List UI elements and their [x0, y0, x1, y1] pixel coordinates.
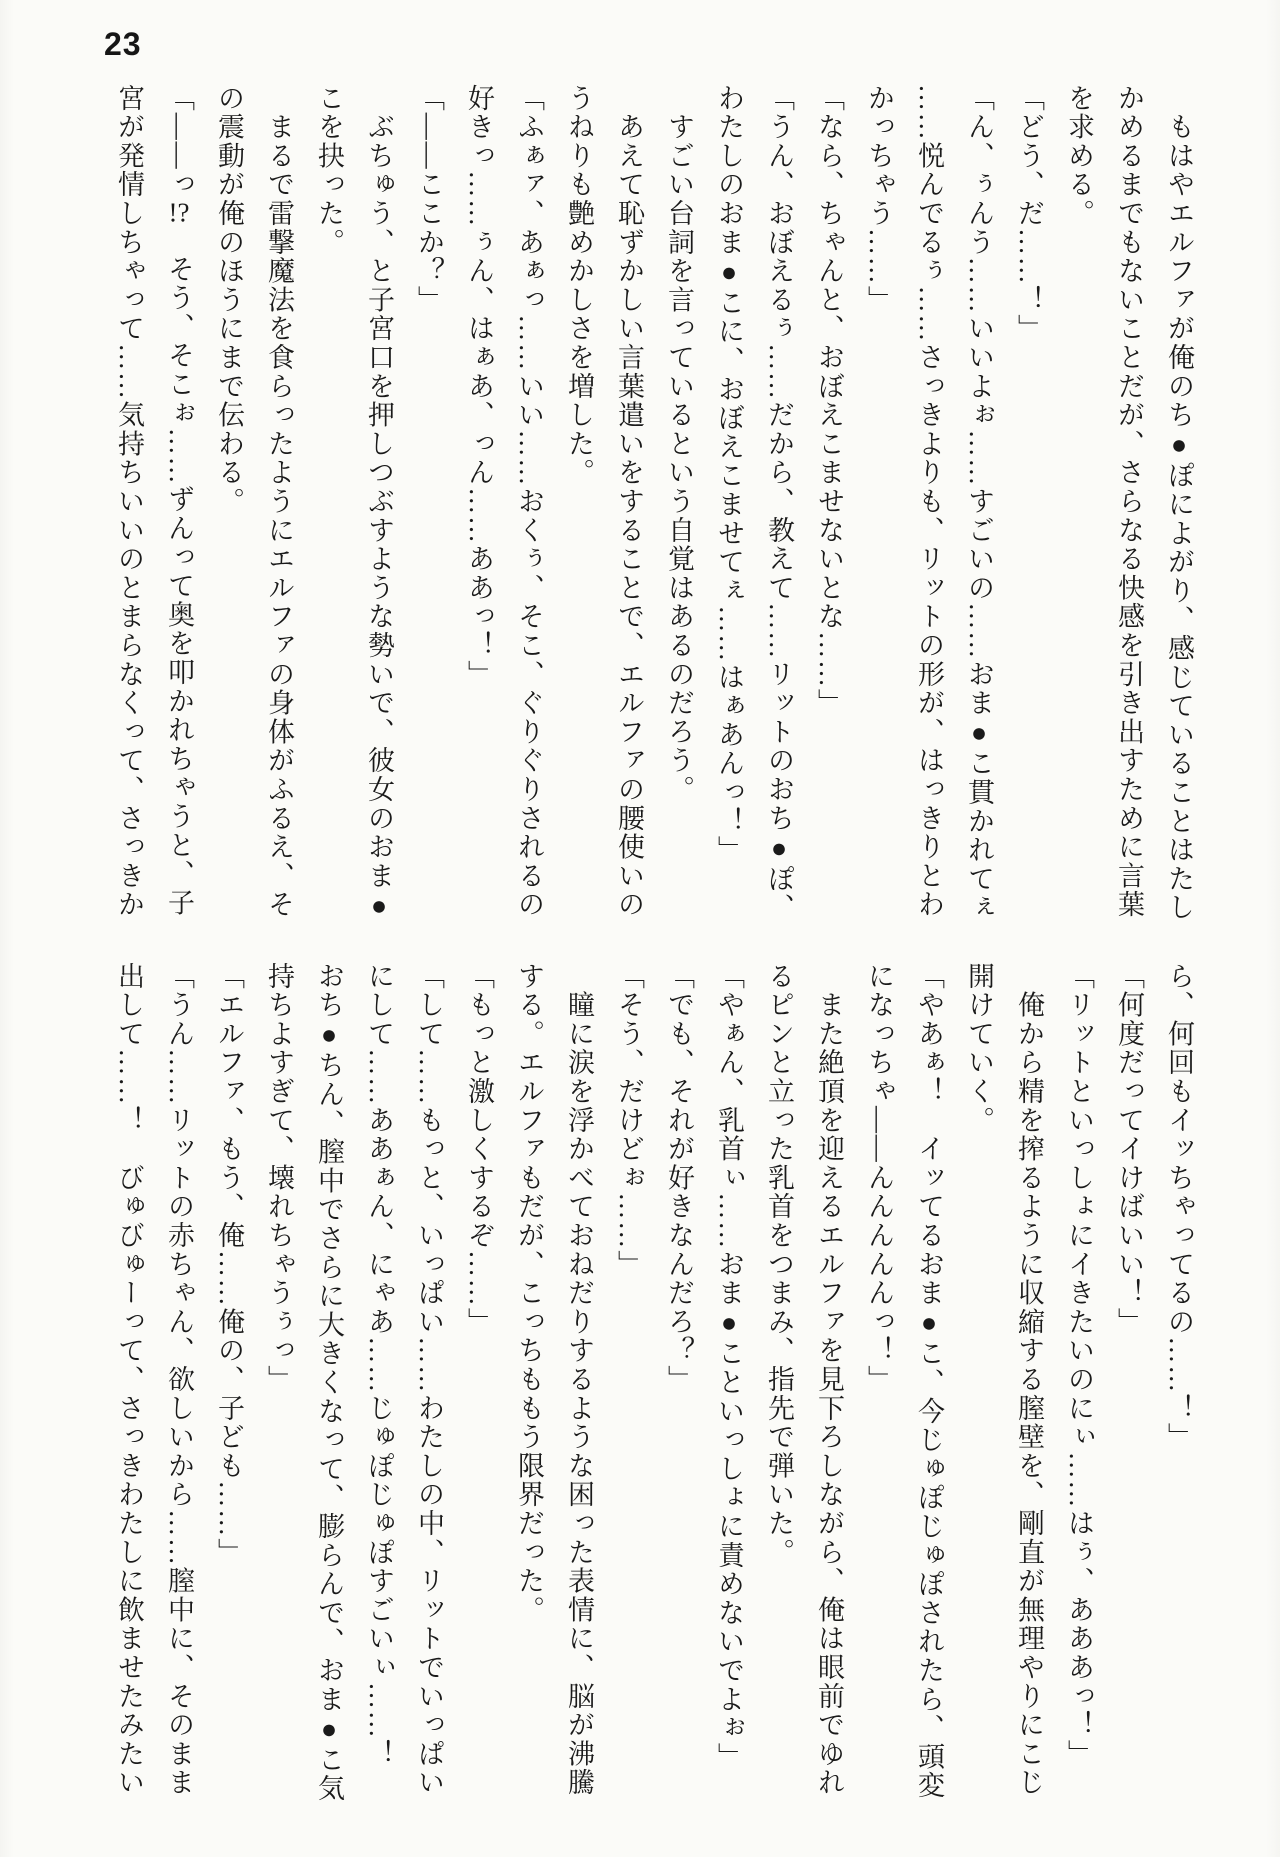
text-column: の震動が俺のほうにまで伝わる。	[214, 84, 244, 516]
text-column: 「――ここか？」	[414, 84, 444, 315]
text-column: こを抉った。	[314, 84, 344, 257]
text-column: を求める。	[1064, 84, 1094, 228]
text-column: 「そう、だけどぉ……」	[614, 962, 644, 1279]
text-column: 持ちよすぎて、壊れちゃうぅっ」	[264, 962, 294, 1394]
text-column: 瞳に涙を浮かべておねだりするような困った表情に、脳が沸騰	[564, 962, 594, 1798]
text-column: 「やぁん、乳首ぃ……おま●こといっしょに責めないでよぉ」	[714, 962, 744, 1772]
text-column: 「何度だってイけばいい！」	[1114, 962, 1144, 1337]
text-column: 出して……！ びゅびゅーって、さっきわたしに飲ませたみたい	[114, 962, 144, 1798]
text-column: 「エルファ、もう、俺……俺の、子ども……」	[214, 962, 244, 1567]
text-column: あえて恥ずかしい言葉遣いをすることで、エルファの腰使いの	[614, 84, 644, 920]
text-column: 「して……もっと、いっぱい……わたしの中、リットでいっぱい	[414, 962, 444, 1798]
text-column: るピンと立った乳首をつまみ、指先で弾いた。	[764, 962, 794, 1567]
text-column: 「もっと激しくするぞ……」	[464, 962, 494, 1337]
text-column: 「ふぁァ、あぁっ……いい……おくぅ、そこ、ぐりぐりされるの	[514, 84, 544, 920]
text-column: 「うん、おぼえるぅ……だから、教えて……リットのおち●ぽ、	[764, 84, 794, 923]
text-column: 「ん、ぅんう……いいよぉ……すごいの……おま●こ貫かれてぇ	[964, 84, 994, 923]
text-column: 「やあぁ！ イッてるおま●こ、今じゅぽじゅぽされたら、頭変	[914, 962, 944, 1801]
text-column: もはやエルファが俺のち●ぽによがり、感じていることはたし	[1164, 84, 1194, 923]
text-column: 「なら、ちゃんと、おぼえこませないとな……」	[814, 84, 844, 718]
text-column: うねりも艶めかしさを増した。	[564, 84, 594, 488]
text-column: まるで雷撃魔法を食らったようにエルファの身体がふるえ、そ	[264, 84, 294, 920]
text-column: かっちゃう……」	[864, 84, 894, 315]
text-column: 「どう、だ……！」	[1014, 84, 1044, 344]
text-column: かめるまでもないことだが、さらなる快感を引き出すために言葉	[1114, 84, 1144, 920]
text-column: にして……ああぁん、にゃあ……じゅぽじゅぽすごいぃ……！	[364, 962, 394, 1769]
page-number: 23	[104, 26, 142, 62]
text-column: わたしのおま●こに、おぼえこませてぇ……はぁあんっ！」	[714, 84, 744, 865]
text-column: おち●ちん、膣中でさらに大きくなって、膨らんで、おま●こ気	[314, 962, 344, 1804]
text-column: 「うん……リットの赤ちゃん、欲しいから……膣中に、そのまま	[164, 962, 194, 1798]
text-column: ぶちゅう、と子宮口を押しつぶすような勢いで、彼女のおま●	[364, 84, 394, 923]
text-column: ら、何回もイッちゃってるの……！」	[1164, 962, 1194, 1452]
text-column: 開けていく。	[964, 962, 994, 1135]
text-column: 俺から精を搾るように収縮する膣壁を、剛直が無理やりにこじ	[1014, 962, 1044, 1798]
text-block-upper	[104, 84, 1204, 929]
text-column: 好きっ……ぅん、はぁあ、っん……ああっ！」	[464, 84, 494, 689]
text-column: また絶頂を迎えるエルファを見下ろしながら、俺は眼前でゆれ	[814, 962, 844, 1798]
text-column: になっちゃ――んんんんんっ！」	[864, 962, 894, 1394]
text-column: ……悦んでるぅ……さっきよりも、リットの形が、はっきりとわ	[914, 84, 944, 920]
text-column: 宮が発情しちゃって……気持ちいいのとまらなくって、さっきか	[114, 84, 144, 920]
text-column: 「――っ!? そう、そこぉ……ずんって奥を叩かれちゃうと、子	[164, 84, 194, 918]
text-column: すごい台詞を言っているという自覚はあるのだろう。	[664, 84, 694, 804]
text-column: 「リットといっしょにイきたいのにぃ……はぅ、あああっ！」	[1064, 962, 1094, 1769]
text-column: する。エルファもだが、こっちももう限界だった。	[514, 962, 544, 1625]
text-column: 「でも、それが好きなんだろ？」	[664, 962, 694, 1394]
text-block-lower	[104, 962, 1204, 1810]
